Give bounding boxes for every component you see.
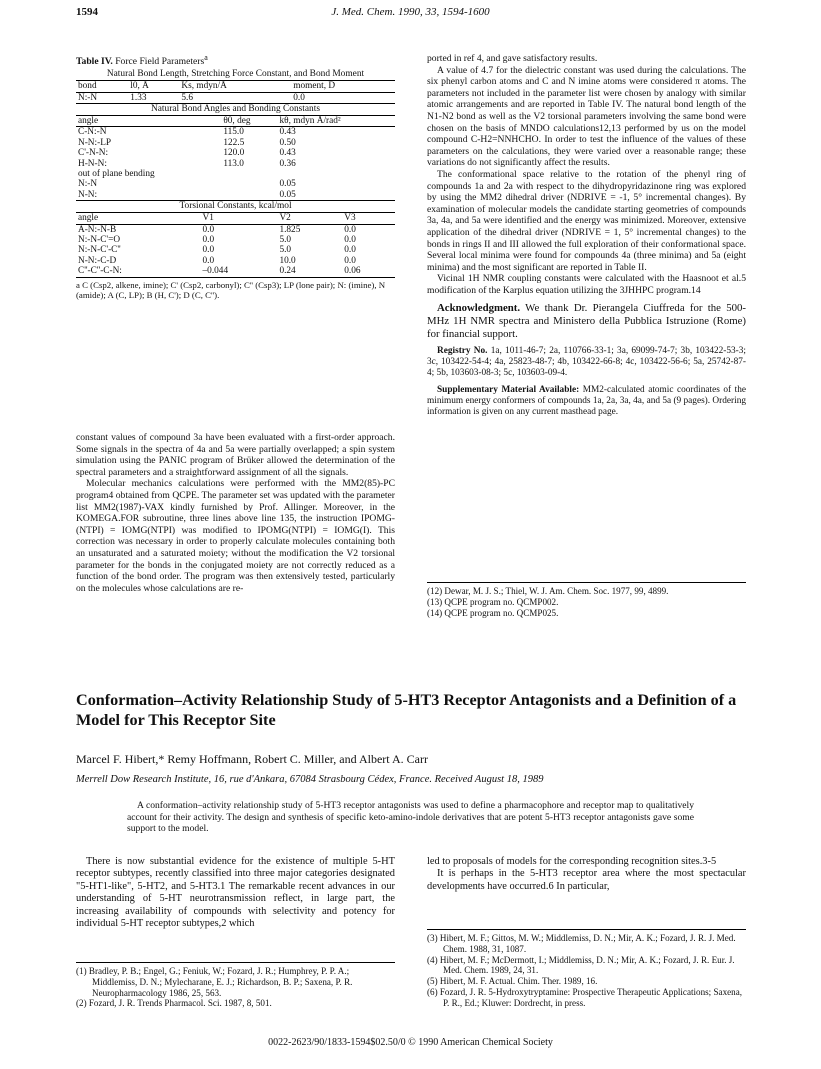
table-row — [76, 127, 395, 138]
table-cell: 0.0 — [202, 235, 215, 246]
divider — [427, 582, 746, 583]
table-cell: N:-N-C'-C'' — [78, 245, 121, 256]
article-title: Conformation–Activity Relationship Study of 5-HT3 Receptor Antagonists and a Definition of a Model for This Receptor Site — [76, 691, 737, 729]
copyright-footer: 0022-2623/90/1833-1594$02.50/0 © 1990 American Chemical Society — [268, 1037, 553, 1048]
registry-numbers: Registry No. 1a, 1011-46-7; 2a, 110766-33-1; 3a, 69099-74-7; 3b, 103422-53-3; 3c, 103422-54-4; 4a, 25823-48-7; 4b, 103422-66-8; 4c, 103422-56-6; 5a, 25742-87-4; 5b, 103603-08-3; 5c, 103603-09-4. — [427, 345, 747, 379]
torsion-table — [76, 212, 395, 277]
table-cell: 0.05 — [278, 190, 396, 201]
table-cell: 0.0 — [344, 255, 356, 266]
reference: (14) QCPE program no. QCMP025. — [427, 607, 559, 618]
running-header: J. Med. Chem. 1990, 33, 1594-1600 — [331, 6, 490, 18]
table-row — [76, 266, 395, 277]
reference: (1) Bradley, P. B.; Engel, G.; Feniuk, W.; Fozard, J. R.; Humphrey, P. P. A.; Middlemiss, D. N.; Mylecharane, E. J.; Richardson, B. P.; Saxena, P. R. Neuropharmacology 1986, 25, 563. — [76, 966, 353, 998]
table-cell — [221, 169, 277, 179]
reference: (5) Hibert, M. F. Actual. Chim. Ther. 1989, 16. — [427, 976, 598, 987]
references-bottom-right — [427, 933, 746, 1009]
abstract: A conformation–activity relationship study of 5-HT3 receptor antagonists was used to define a pharmacophore and receptor map to qualitatively account for their activity. The design and synthesis of specific keto-amino-indole derivatives that are potent 5-HT3 receptor antagonists gave some support to the model. — [127, 800, 694, 834]
supplementary-material: Supplementary Material Available: MM2-calculated atomic coordinates of the minimum energy conformers of compounds 1a, 2a, 3a, 4a, and 5a (9 pages). Ordering information is given on any current masthead page. — [427, 384, 747, 418]
table-header-cell: angle — [76, 213, 201, 224]
table-cell: 0.24 — [277, 266, 342, 277]
table-cell: –0.044 — [201, 266, 278, 277]
force-field-table — [76, 53, 395, 301]
paragraph: The conformational space relative to the rotation of the phenyl ring of compounds 1a and 2a with respect to the dihydropyridazinone ring was explored by using the MM2 dihedral driver (NDRIVE = -1, 5° incremental changes). By examination of molecular models the candidate starting geometries of compounds 3a, 4a, and 5a were identified and the energy was minimized. Moreover, extensive application of the dihedral driver (NDRIVE = 1, 5° incremental changes) to the bonds in rings II and III allowed the full exploration of their conformational space. Several local minima were found for compounds 4a (three minima) and 5a (eight minima) and the most significant are reported in Table II. — [427, 168, 746, 273]
table-cell: 120.0 — [223, 148, 245, 159]
table-footnote: a C (Csp2, alkene, imine); C' (Csp2, carbonyl); C'' (Csp3); LP (lone pair); N: (imine), N (amide); A (C, LP); B (H, C'); D (C, C''). — [76, 279, 386, 301]
table-section-2-heading: Natural Bond Angles and Bonding Constants — [150, 104, 320, 114]
table-header-cell: Ks, mdyn/Å — [179, 81, 291, 92]
table-cell: N:-N — [78, 179, 98, 190]
table-cell — [278, 169, 396, 179]
reference: (6) Fozard, J. R. 5-Hydroxytryptamine: Prospective Therapeutic Applications; Saxena, P. R., Ed.; Kluwer: Dordrecht, in press. — [427, 986, 743, 1008]
paragraph: ported in ref 4, and gave satisfactory results. — [427, 53, 598, 64]
paragraph: A value of 4.7 for the dielectric constant was used during the calculations. The six phenyl carbon atoms and C and N imine atoms were considered π atoms. The parameters not included in the parameter list were chosen by analogy with similar atomic arrangements and are reported in Table IV. The natural bond length of the N1-N2 bond as well as the V2 torsional parameters involving the same bond were chosen on the basis of MNDO calculations12,13 performed by us on the model compound C-H2=NNHCHO. In order to test the influence of the values of these parameters on the calculations, they were varied over a reasonable range; these variations do not significantly affect the results. — [427, 64, 746, 169]
table-cell: 0.05 — [279, 179, 296, 190]
table-title: Table IV. Force Field Parameters$^a$ — [76, 53, 208, 68]
table-cell: 115.0 — [223, 127, 244, 138]
acknowledgment: Acknowledgment. We thank Dr. Pierangela Ciuffreda for the 500-MHz 1H NMR spectra and Ministero della Pubblica Istruzione (Rome) for financial support. — [427, 302, 746, 341]
table-cell: 0.06 — [342, 266, 395, 277]
table-cell: out of plane bending — [78, 169, 155, 180]
table-cell: N-N:-C-D — [78, 255, 117, 266]
reference: (2) Fozard, J. R. Trends Pharmacol. Sci. 1987, 8, 501. — [76, 998, 272, 1009]
table-cell: 0.0 — [344, 235, 356, 246]
affiliation: Merrell Dow Research Institute, 16, rue d'Ankara, 67084 Strasbourg Cédex, France. Received August 18, 1989 — [76, 774, 544, 785]
table-cell: 0.0 — [344, 245, 356, 256]
table-row — [76, 245, 395, 255]
table-cell: 1.33 — [128, 92, 179, 103]
table-section-1-heading: Natural Bond Length, Stretching Force Constant, and Bond Moment — [106, 69, 365, 80]
table-cell: 0.0 — [344, 224, 356, 235]
table-row — [76, 169, 395, 179]
table-cell: 1.825 — [279, 224, 301, 235]
table-row — [76, 92, 395, 103]
table-header-cell: moment, D — [291, 81, 395, 92]
table-header-cell: V1 — [201, 213, 278, 224]
table-cell: 0.43 — [279, 127, 296, 138]
paragraph: Molecular mechanics calculations were performed with the MM2(85)-PC program4 obtained from QCPE. The parameter set was updated with the parameter list MM2(1987)-VAX kindly furnished by Prof. Allinger. Moreover, in the KOMEGA.FOR subroutine, three lines above line 135, the instruction IPOMG-(NTPI) = IOMG(NTPI) was modified to IPOMG(NTPI) = IOMG(I). This correction was necessary in order to properly calculate molecules containing both an unsaturated and a saturated moiety; without the modification the V2 torsional parameter for the bonds in the conjugated moiety are not correctly reduced as a function of the bond order. The program was then extensively tested, particularly on the molecules whose calculations are re- — [76, 478, 395, 594]
table-section-3-heading: Torsional Constants, kcal/mol — [179, 201, 292, 212]
reference: (4) Hibert, M. F.; McDermott, I.; Middlemiss, D. N.; Mir, A. K.; Fozard, J. R. Eur. J. Med. Chem. 1989, 24, 31. — [427, 954, 735, 976]
table-cell: 0.0 — [202, 255, 215, 266]
paragraph: Vicinal 1H NMR coupling constants were calculated with the Haasnoot et al.5 modification of the Karplus equation utilizing the 3JHHPC program.14 — [427, 273, 746, 296]
table-header-cell: kθ, mdyn Å/rad² — [278, 116, 396, 127]
references-bottom-left — [76, 966, 395, 1009]
page-number: 1594 — [76, 6, 98, 18]
reference: (12) Dewar, M. J. S.; Thiel, W. J. Am. Chem. Soc. 1977, 99, 4899. — [427, 586, 669, 596]
table-cell: A-N:-N-B — [78, 224, 117, 235]
table-cell: 5.6 — [179, 92, 291, 103]
right-column-text — [427, 53, 746, 419]
table-cell: C''-C''-C-N: — [76, 266, 201, 277]
table-header-cell: angle — [76, 116, 221, 127]
table-row — [76, 159, 395, 169]
table-cell: N:-N-C'=O — [78, 235, 121, 246]
table-cell: 5.0 — [279, 235, 292, 246]
table-cell: N-N:-LP — [78, 137, 112, 148]
article-body-left — [76, 856, 395, 930]
divider — [76, 962, 395, 963]
table-header-cell: V3 — [342, 213, 395, 224]
table-row — [76, 235, 395, 245]
references-top — [427, 586, 746, 618]
table-cell: 5.0 — [279, 245, 292, 256]
table-cell: N-N: — [76, 190, 221, 201]
table-row — [76, 148, 395, 158]
table-cell: 0.0 — [291, 92, 395, 103]
table-cell: N:-N — [76, 92, 128, 103]
paragraph: constant values of compound 3a have been evaluated with a first-order approach. Some signals in the spectra of 4a and 5a were partially overlapped; a spin system simulation using the PANIC program of Brüker allowed the determination of the spectral parameters and a straightforward assignment of all the signals. — [76, 432, 395, 478]
table-row — [76, 224, 395, 235]
table-row — [76, 256, 395, 266]
paragraph: led to proposals of models for the corresponding recognition sites.3-5 — [427, 856, 717, 867]
table-cell: 113.0 — [223, 158, 244, 169]
bond-table — [76, 80, 395, 104]
table-cell: C-N:-N — [78, 127, 107, 138]
table-row — [76, 179, 395, 189]
table-cell: 122.5 — [223, 137, 245, 148]
table-cell: 0.36 — [279, 158, 296, 169]
reference: (3) Hibert, M. F.; Gittos, M. W.; Middlemiss, D. N.; Mir, A. K.; Fozard, J. R. J. Med. Chem. 1988, 31, 1087. — [427, 933, 736, 954]
table-header-cell: θ0, deg — [221, 116, 277, 127]
authors: Marcel F. Hibert,* Remy Hoffmann, Robert C. Miller, and Albert A. Carr — [76, 752, 428, 766]
table-row — [76, 190, 395, 201]
table-header-cell: V2 — [277, 213, 342, 224]
table-cell — [221, 190, 277, 201]
paragraph: There is now substantial evidence for the existence of multiple 5-HT receptor subtypes, recently classified into three major categories designated "5-HT1-like", 5-HT2, and 5-HT3.1 The remarkable recent advances in our understanding of 5-HT neurotransmission reflect, in large part, the increasing availability of compounds with selectivity and potency for individual 5-HT receptor subtypes,2 which — [76, 856, 395, 930]
table-cell: C'-N-N: — [78, 148, 109, 159]
left-column-text — [76, 432, 395, 594]
table-row — [76, 138, 395, 148]
reference: (13) QCPE program no. QCMP002. — [427, 596, 559, 607]
angle-table — [76, 115, 395, 201]
article-body-right — [427, 856, 746, 893]
table-cell: 0.43 — [279, 148, 296, 159]
table-cell: 0.50 — [279, 137, 296, 148]
paragraph: It is perhaps in the 5-HT3 receptor area where the most spectacular developments have occurred.6 In particular, — [427, 868, 746, 892]
table-cell: H-N-N: — [78, 158, 107, 169]
table-header-cell: l0, Å — [128, 81, 179, 92]
table-cell: 0.0 — [202, 224, 215, 235]
divider — [427, 929, 746, 930]
table-header-cell: bond — [76, 81, 128, 92]
table-cell: 0.0 — [202, 245, 215, 256]
table-cell — [221, 179, 277, 189]
table-cell: 10.0 — [279, 255, 296, 266]
